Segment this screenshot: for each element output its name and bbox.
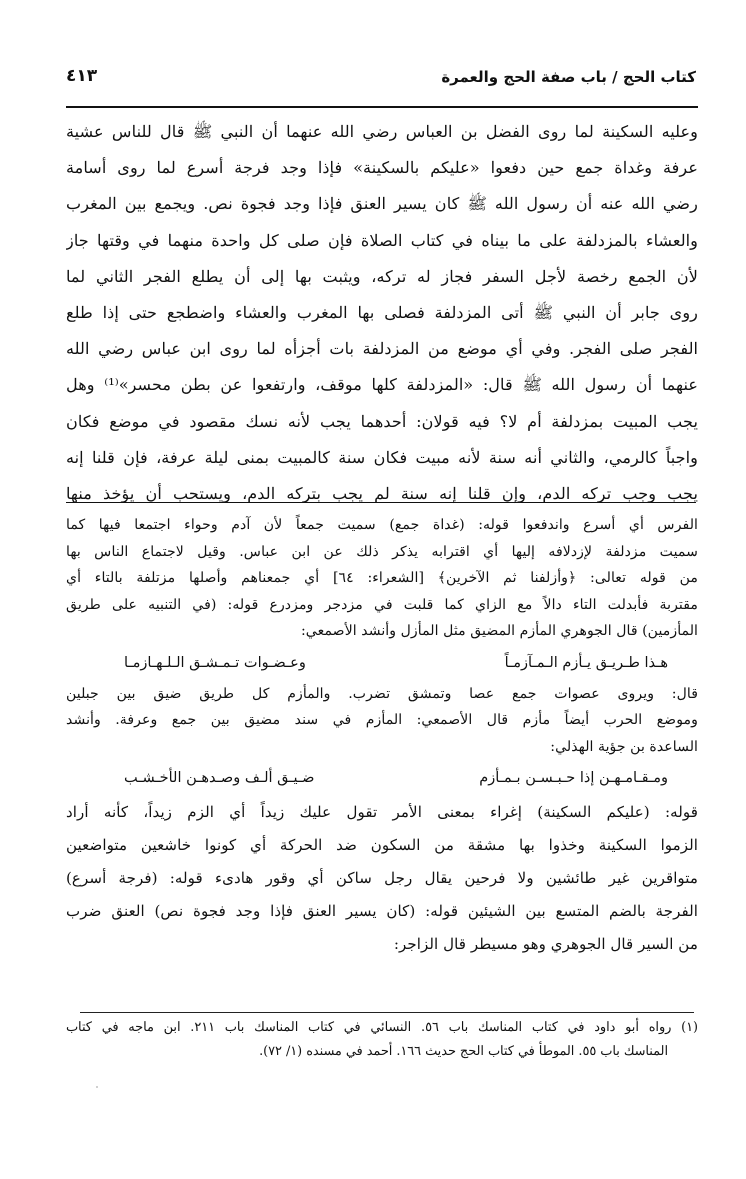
footnote-line: المناسك باب ٥٥. الموطأ في كتاب الحج حديث ١٦٦. أحمد في مسنده (١/ ٧٢). <box>259 1044 668 1059</box>
main-text-line: الفجر صلى الفجر. وفي أي موضع من المزدلفة بات أجزأه لما روى ابن عباس رضي الله <box>66 339 698 359</box>
verse-first-hemistich: هـذا طـريـق يـأزم الـمـآزمـاً <box>504 654 668 671</box>
commentary-line: الفرس أي أسرع واندفعوا قوله: (غداة جمع) سميت جمعاً لأن آدم وحواء اجتمعا فيها كما <box>66 517 698 533</box>
commentary-line: وموضع الحرب أيضاً مأزم قال الأصمعي: المأزم في سند مضيق بين جمع وعرفة. وأنشد <box>66 712 698 728</box>
main-text-line: والعشاء بالمزدلفة على ما بيناه في كتاب الصلاة فإن صلى كل واحدة منهما في وقتها جاز <box>66 230 698 250</box>
main-text-line: واجباً كالرمي، والثاني أنه سنة لأنه مبيت فكان سنة كالمبيت بمنى ليلة عرفة، فإن قلنا إنه <box>66 447 698 467</box>
scan-speck <box>96 1086 98 1088</box>
commentary-line: مقتربة فأبدلت التاء دالاً مع الزاي كما قلبت في مزدجر ومزدرع قوله: (في التنبيه على طريق <box>66 596 698 613</box>
commentary-block <box>66 512 698 961</box>
verse-second-hemistich: وعـضـوات تـمـشـق الـلـهـازمـا <box>124 654 306 671</box>
commentary-line: الساعدة بن جؤية الهذلي: <box>550 738 698 755</box>
main-text-block <box>66 114 698 512</box>
verse-first-hemistich: ومـقـامـهـن إذا حـبـسـن بـمـأزم <box>479 770 668 786</box>
commentary-line: من قوله تعالى: ﴿وأزلفنا ثم الآخرين﴾ [الشعراء: ٦٤] أي جمعناهم وأصلها مزتلفة بالتاء أي <box>66 570 698 586</box>
commentary-line: من السير قال الجوهري وهو مسيطر قال الزاجر: <box>393 935 698 953</box>
commentary-line: الفرجة بالضم المتسع بين الشيئين قوله: (كان يسير العنق فإذا وجد فجوة نص) العنق ضرب <box>66 902 698 920</box>
main-text-line: عرفة وغداة جمع حين دفعوا «عليكم بالسكينة» فإذا وجد فرجة أسرع لما روى أسامة <box>66 158 698 178</box>
poetry-verse <box>66 645 698 681</box>
commentary-line: سميت مزدلفة لإزدلافه إليها أي اقترابه يذكر ذلك عن ابن عباس. وقيل لاجتماع الناس بها <box>66 543 698 560</box>
footnote-divider <box>80 1012 694 1013</box>
commentary-line: قال: ويروى عصوات جمع عصا وتمشق تضرب. والمأزم كل طريق ضيق بين جبلين <box>66 685 698 702</box>
main-text-line: وعليه السكينة لما روى الفضل بن العباس رضي الله عنهما أن النبي ﷺ قال للناس عشية <box>66 122 698 141</box>
main-text-line: يجب وجب تركه الدم، وإن قلنا إنه سنة لم يجب بتركه الدم، ويستحب أن يؤخذ منها <box>66 483 698 503</box>
main-text-line: رضي الله عنه أن رسول الله ﷺ كان يسير العنق فإذا وجد فجوة نص. ويجمع بين المغرب <box>66 194 698 214</box>
header-divider <box>66 106 698 108</box>
main-text-line: يجب المبيت بمزدلفة أم لا؟ فيه قولان: أحدهما يجب لأنه نسك مقصود في موضع فكان <box>66 411 698 431</box>
main-text-line: روى جابر أن النبي ﷺ أتى المزدلفة فصلى بها المغرب والعشاء واضطجع حتى إذا طلع <box>66 302 698 322</box>
chapter-title: كتاب الحج / باب صفة الحج والعمرة <box>441 68 696 86</box>
main-text-line: عنهما أن رسول الله ﷺ قال: «المزدلفة كلها موقف، وارتفعوا عن بطن محسر»⁽¹⁾ وهل <box>66 375 698 395</box>
footnotes-block <box>66 1016 698 1064</box>
commentary-line: الزموا السكينة وخذوا بها مشقة من السكون ضد الحركة أي كونوا خاشعين متواضعين <box>66 836 698 854</box>
commentary-line: المأزمين) قال الجوهري المأزم المضيق مثل المأزل وأنشد الأصمعي: <box>301 623 698 639</box>
commentary-line: قوله: (عليكم السكينة) إغراء بمعنى الأمر تقول عليك زيداً أي الزم زيداً، كأنه أراد <box>66 803 698 821</box>
page-number: ٤١٣ <box>66 66 98 86</box>
commentary-line: متواقرين غير طائشين ولا فرحين يقال رجل ساكن أي وقور هادىء قوله: (فرجة أسرع) <box>66 869 698 887</box>
running-header <box>66 62 696 102</box>
commentary-divider <box>66 502 696 503</box>
verse-second-hemistich: ضـيـق ألـف وصـدهـن الأخـشـب <box>124 770 315 786</box>
footnote-line: (١) رواه أبو داود في كتاب المناسك باب ٥٦. النسائي في كتاب المناسك باب ٢١١. ابن ماجه في كتاب <box>66 1020 698 1035</box>
poetry-verse <box>66 760 698 796</box>
main-text-line: لأن الجمع رخصة لأجل السفر فجاز له تركه، ويثبت بها إلى أن يطلع الفجر الثاني لما <box>66 266 698 286</box>
